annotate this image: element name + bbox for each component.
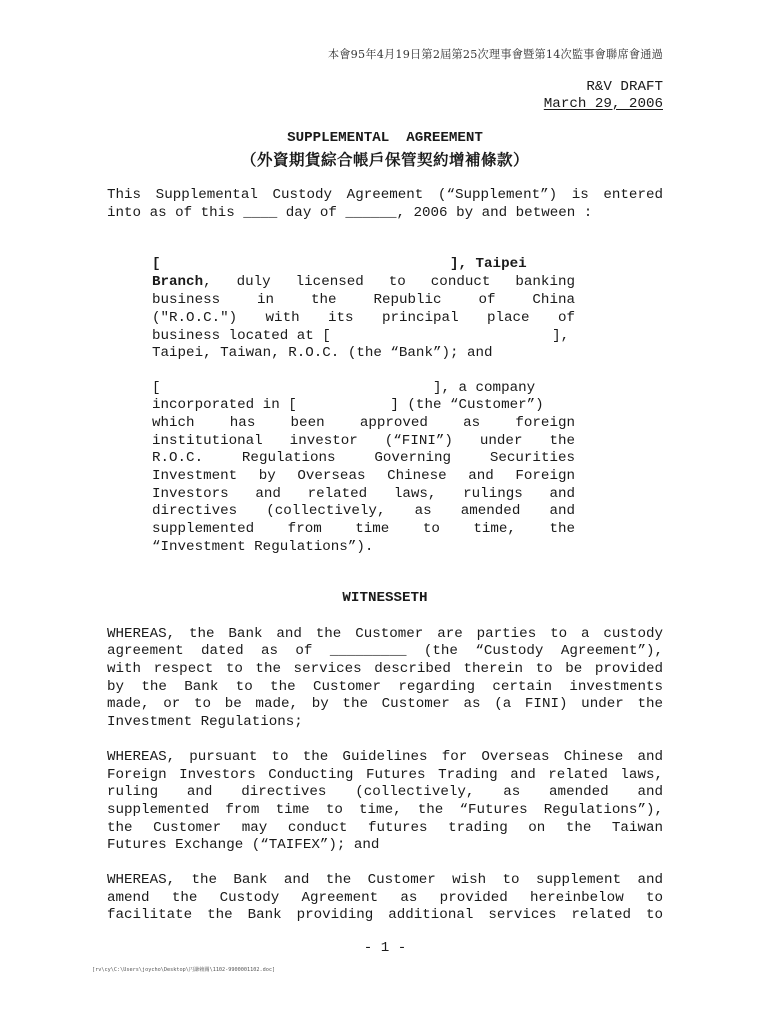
party-customer-line-6: Investment by Overseas Chinese and Foreign bbox=[152, 468, 575, 484]
party-customer-line-8: directives (collectively, as amended and bbox=[152, 503, 575, 519]
document-title-chinese: （外資期貨綜合帳戶保管契約增補條款） bbox=[240, 151, 529, 169]
custody-agreement-date-blank: _________ bbox=[329, 643, 407, 659]
party-customer-line-10: “Investment Regulations”). bbox=[152, 539, 374, 555]
whereas-2-line-3: ruling and directives (collectively, as amended and bbox=[107, 784, 663, 800]
draft-label: R&V DRAFT bbox=[586, 79, 663, 95]
party-customer-line-1: [ ], a company bbox=[152, 380, 536, 396]
party-bank-line-4: ("R.O.C.") with its principal place of bbox=[152, 310, 575, 326]
whereas-1-line-6: Investment Regulations; bbox=[107, 714, 303, 730]
whereas-2-line-4: supplemented from time to time, the “Futures Regulations”), bbox=[107, 802, 663, 818]
bank-name-bracket: [ ] bbox=[152, 256, 459, 272]
whereas-2-line-6: Futures Exchange (“TAIFEX”); and bbox=[107, 837, 380, 853]
whereas-2-line-2: Foreign Investors Conducting Futures Trading and related laws, bbox=[107, 767, 663, 783]
party-customer-line-2: incorporated in [ ] (the “Customer”) bbox=[152, 397, 544, 413]
custody-agreement-definition: (the “Custody Agreement”), bbox=[406, 643, 663, 659]
party-bank-line-6: Taipei, Taiwan, R.O.C. (the “Bank”); and bbox=[152, 345, 493, 361]
bank-name-comma: , bbox=[458, 256, 476, 272]
party-bank-line-3: business in the Republic of China bbox=[152, 292, 575, 308]
party-customer-line-4: institutional investor (“FINI”) under the bbox=[152, 433, 575, 449]
witnesseth-heading: WITNESSETH bbox=[342, 590, 428, 606]
approval-note: 本會95年4月19日第2屆第25次理事會暨第14次監事會聯席會通過 bbox=[327, 48, 663, 61]
document-title: SUPPLEMENTAL AGREEMENT bbox=[287, 130, 483, 146]
file-path: [rv\cy\C:\Users\joycho\Desktop\円謙賴關\1102-9900001102.doc] bbox=[92, 967, 276, 973]
whereas-3-line-1: WHEREAS, the Bank and the Customer wish to supplement and bbox=[107, 872, 663, 888]
whereas-2-line-5: the Customer may conduct futures trading on the Taiwan bbox=[107, 820, 663, 836]
whereas-3-line-2: amend the Custody Agreement as provided hereinbelow to bbox=[107, 890, 663, 906]
party-customer-line-9: supplemented from time to time, the bbox=[152, 521, 575, 537]
whereas-1-line-3: with respect to the services described therein to be provided bbox=[107, 661, 663, 677]
draft-date-line bbox=[107, 96, 663, 114]
bank-branch-word: Branch bbox=[152, 274, 204, 290]
page-number: - 1 - bbox=[363, 940, 407, 956]
draft-date: March 29, 2006 bbox=[543, 96, 663, 112]
party-customer-line-3: which has been approved as foreign bbox=[152, 415, 575, 431]
bank-license-text: , duly licensed to conduct banking bbox=[203, 274, 575, 290]
party-bank-line-2 bbox=[152, 274, 575, 292]
whereas-1-line-1: WHEREAS, the Bank and the Customer are parties to a custody bbox=[107, 626, 663, 642]
whereas-1-line-4: by the Bank to the Customer regarding certain investments bbox=[107, 679, 663, 695]
bank-branch-city: Taipei bbox=[475, 256, 527, 272]
whereas-1-line-5: made, or to be made, by the Customer as (a FINI) under the bbox=[107, 696, 663, 712]
intro-line-2: into as of this ____ day of ______, 2006 by and between : bbox=[107, 205, 593, 221]
whereas-1-line-2 bbox=[107, 643, 663, 661]
party-customer-line-7: Investors and related laws, rulings and bbox=[152, 486, 575, 502]
party-bank-line-1 bbox=[152, 256, 575, 274]
custody-agreement-dated-text: agreement dated as of bbox=[107, 643, 330, 659]
party-bank-line-5: business located at [ ], bbox=[152, 328, 570, 344]
party-customer-line-5: R.O.C. Regulations Governing Securities bbox=[152, 450, 575, 466]
whereas-2-line-1: WHEREAS, pursuant to the Guidelines for Overseas Chinese and bbox=[107, 749, 663, 765]
intro-line-1: This Supplemental Custody Agreement (“Supplement”) is entered bbox=[107, 187, 663, 203]
whereas-3-line-3: facilitate the Bank providing additional services related to bbox=[107, 907, 663, 923]
